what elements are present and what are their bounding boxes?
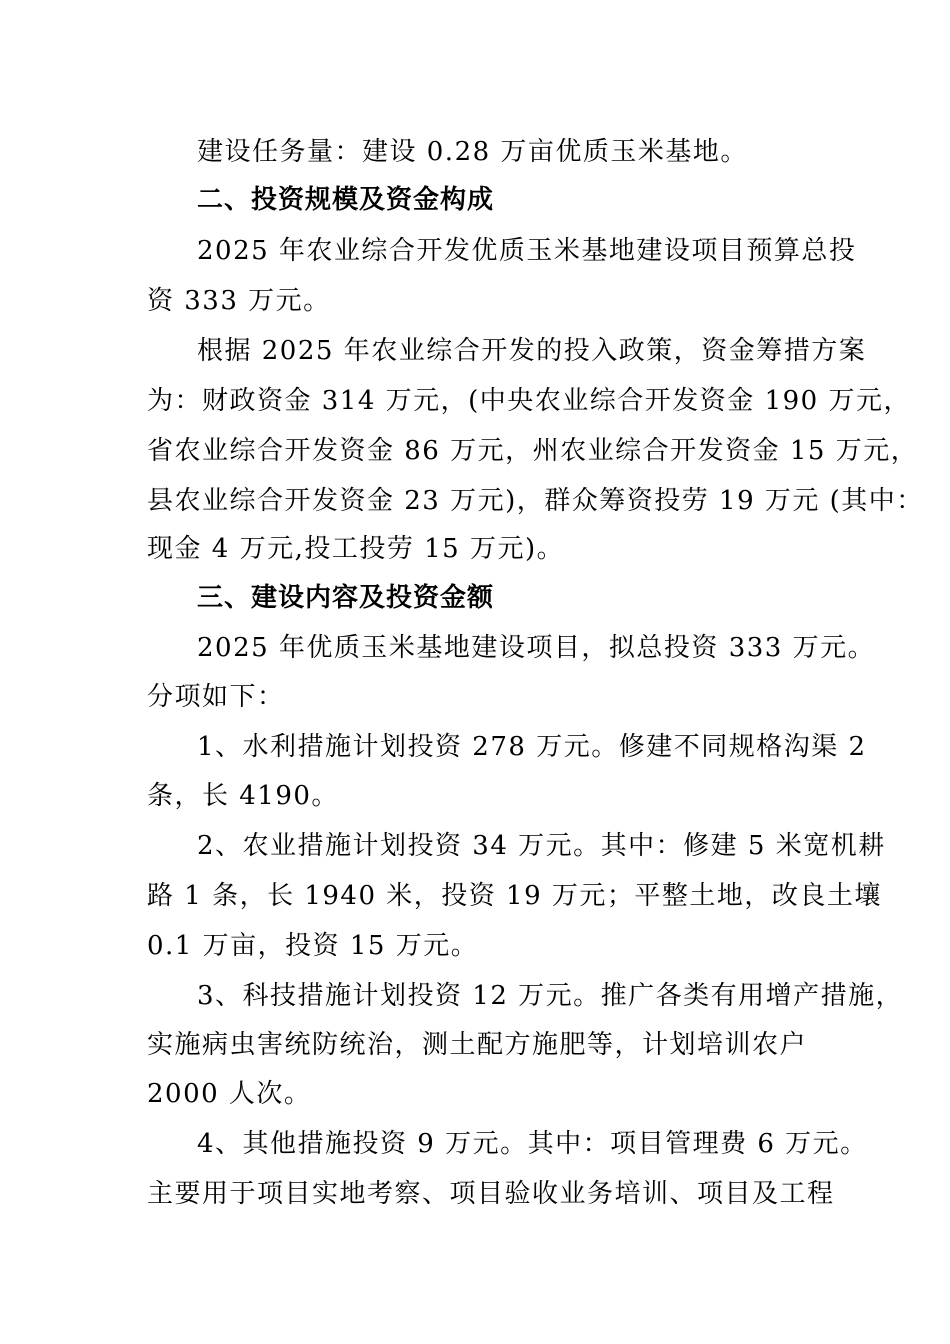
paragraph-line: 2025 年农业综合开发优质玉米基地建设项目预算总投 xyxy=(197,236,857,266)
paragraph-line: 2000 人次。 xyxy=(147,1079,312,1109)
paragraph-line: 条，长 4190。 xyxy=(147,781,339,811)
paragraph-line: 为：财政资金 314 万元，(中央农业综合开发资金 190 万元， xyxy=(147,386,911,416)
paragraph-line: 路 1 条，长 1940 米，投资 19 万元；平整土地，改良土壤 xyxy=(147,881,882,911)
paragraph-line: 0.1 万亩，投资 15 万元。 xyxy=(147,931,479,961)
list-item-technology-measures: 3、科技措施计划投资 12 万元。推广各类有用增产措施， xyxy=(197,981,904,1011)
paragraph-line: 资 333 万元。 xyxy=(147,286,331,316)
paragraph-line: 主要用于项目实地考察、项目验收业务培训、项目及工程 xyxy=(147,1179,835,1209)
paragraph-line: 现金 4 万元,投工投劳 15 万元)。 xyxy=(147,534,565,564)
paragraph-line: 2025 年优质玉米基地建设项目，拟总投资 333 万元。 xyxy=(197,633,876,663)
paragraph-line: 县农业综合开发资金 23 万元)，群众筹资投劳 19 万元 (其中： xyxy=(147,486,924,516)
section-heading-investment-scale: 二、投资规模及资金构成 xyxy=(197,185,495,215)
paragraph-line: 省农业综合开发资金 86 万元，州农业综合开发资金 15 万元， xyxy=(147,436,919,466)
task-volume-line: 建设任务量：建设 0.28 万亩优质玉米基地。 xyxy=(197,137,748,167)
paragraph-line: 实施病虫害统防统治，测土配方施肥等，计划培训农户 xyxy=(147,1030,808,1060)
list-item-water-conservancy: 1、水利措施计划投资 278 万元。修建不同规格沟渠 2 xyxy=(197,732,867,762)
list-item-other-measures: 4、其他措施投资 9 万元。其中：项目管理费 6 万元。 xyxy=(197,1129,868,1159)
section-heading-construction-content: 三、建设内容及投资金额 xyxy=(197,583,495,613)
paragraph-line: 根据 2025 年农业综合开发的投入政策，资金筹措方案 xyxy=(197,336,867,366)
paragraph-line: 分项如下： xyxy=(147,682,285,712)
list-item-agricultural-measures: 2、农业措施计划投资 34 万元。其中：修建 5 米宽机耕 xyxy=(197,831,886,861)
